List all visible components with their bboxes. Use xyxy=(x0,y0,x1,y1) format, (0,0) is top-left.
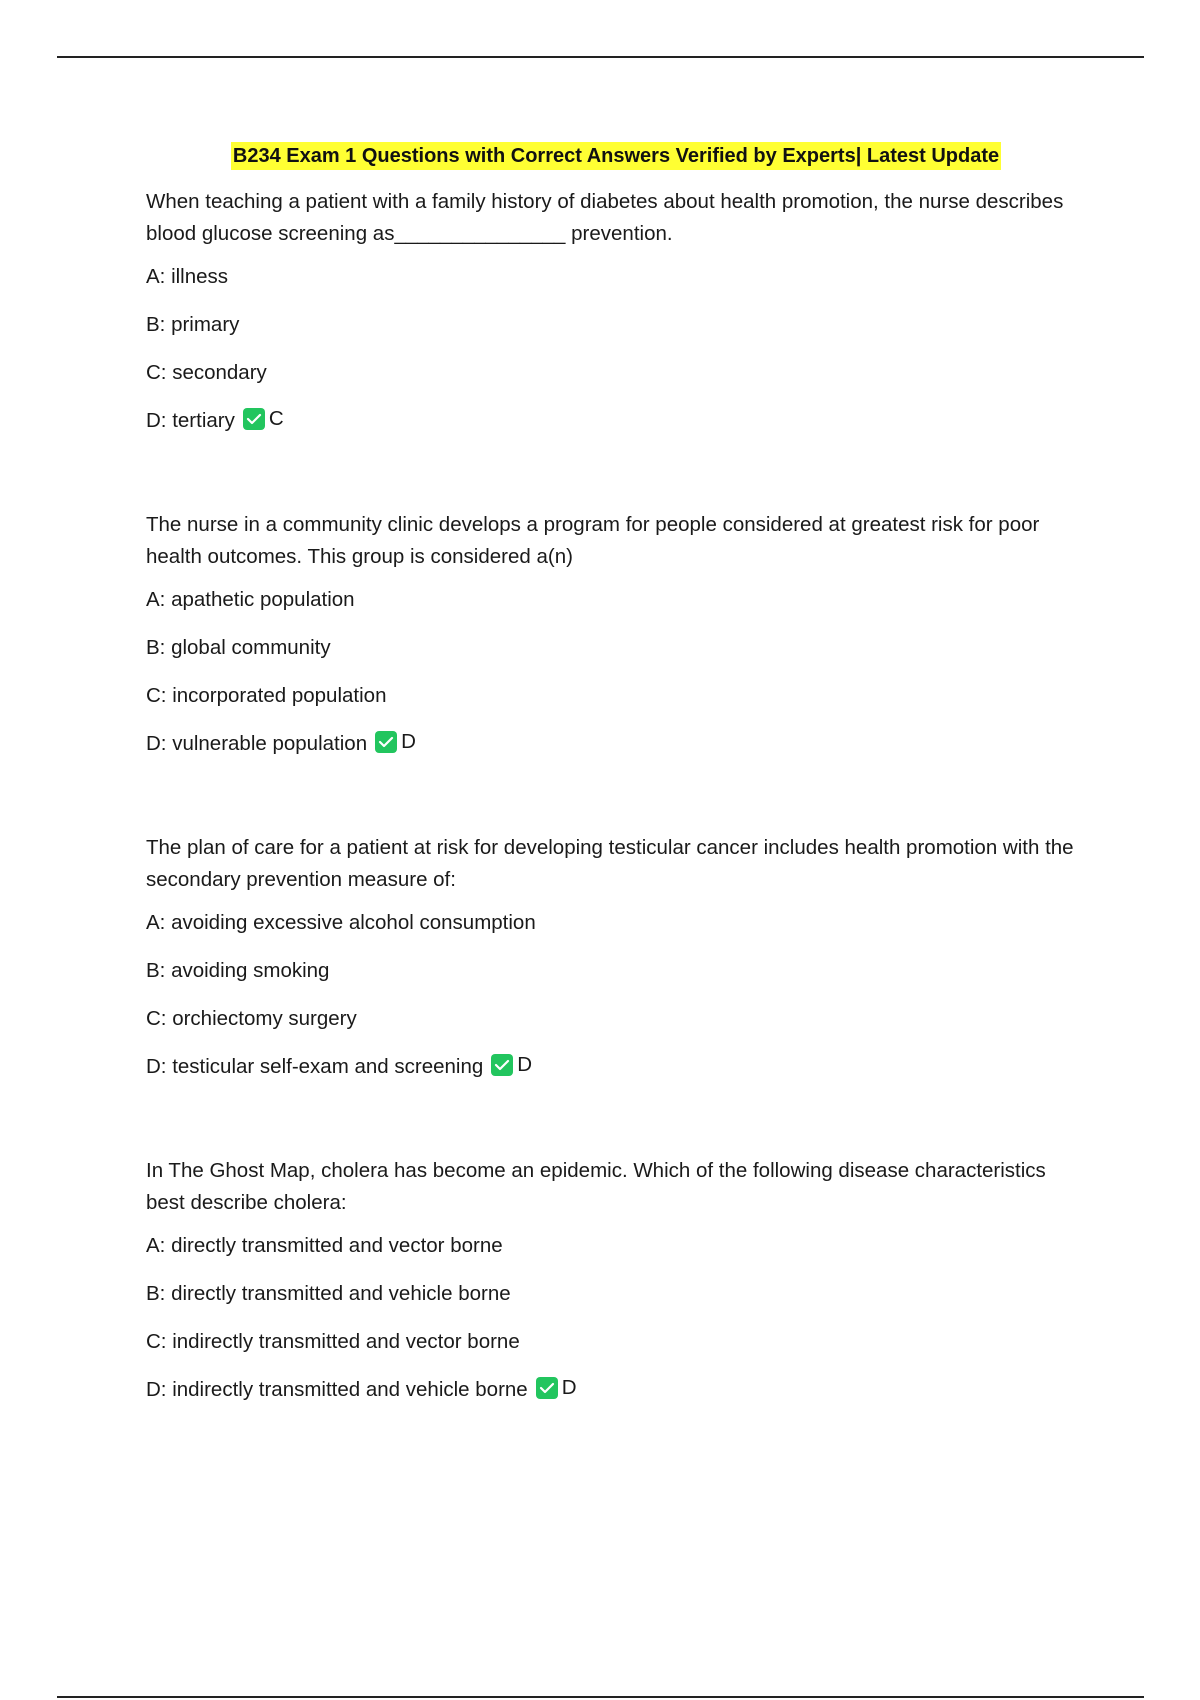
question-text: In The Ghost Map, cholera has become an epidemic. Which of the following disease characteristics best describe cholera: xyxy=(146,1159,1046,1214)
option-d-with-answer xyxy=(146,407,1086,435)
title-wrap xyxy=(146,142,1086,170)
option-b: B: primary xyxy=(146,313,240,336)
option-c: C: orchiectomy surgery xyxy=(146,1007,357,1030)
option-d-with-answer xyxy=(146,1376,1086,1404)
spacer xyxy=(146,435,1086,509)
question-2 xyxy=(146,509,1086,758)
correct-answer: C xyxy=(268,407,284,430)
question-3 xyxy=(146,832,1086,1081)
check-icon xyxy=(491,1054,513,1076)
option-d: D: vulnerable population xyxy=(146,732,368,755)
correct-answer: D xyxy=(517,1053,533,1076)
option-d: D: indirectly transmitted and vehicle borne xyxy=(146,1378,528,1401)
top-rule xyxy=(57,56,1144,58)
question-1 xyxy=(146,186,1086,435)
bottom-rule xyxy=(57,1696,1144,1698)
answer-mark xyxy=(491,1054,532,1076)
option-a: A: illness xyxy=(146,265,229,288)
option-d-with-answer xyxy=(146,730,1086,758)
answer-mark xyxy=(375,731,416,753)
answer-mark xyxy=(536,1377,577,1399)
option-b: B: directly transmitted and vehicle borne xyxy=(146,1282,511,1305)
correct-answer: D xyxy=(561,1376,577,1399)
document-title: B234 Exam 1 Questions with Correct Answers Verified by Experts| Latest Update xyxy=(231,142,1001,170)
spacer xyxy=(146,758,1086,832)
option-a: A: avoiding excessive alcohol consumption xyxy=(146,911,536,934)
check-icon xyxy=(243,408,265,430)
option-d: D: testicular self-exam and screening xyxy=(146,1055,484,1078)
spacer xyxy=(146,1081,1086,1155)
answer-mark xyxy=(243,408,284,430)
check-icon xyxy=(536,1377,558,1399)
option-b: B: avoiding smoking xyxy=(146,959,330,982)
question-text: When teaching a patient with a family history of diabetes about health promotion, the nurse describes blood glucose screening as_______________ prevention. xyxy=(146,190,1064,245)
option-a: A: apathetic population xyxy=(146,588,355,611)
option-c: C: incorporated population xyxy=(146,684,387,707)
option-a: A: directly transmitted and vector borne xyxy=(146,1234,503,1257)
option-b: B: global community xyxy=(146,636,331,659)
document-body xyxy=(146,142,1086,1404)
option-d: D: tertiary xyxy=(146,409,235,432)
check-icon xyxy=(375,731,397,753)
correct-answer: D xyxy=(401,730,416,753)
question-4 xyxy=(146,1155,1086,1404)
question-text: The plan of care for a patient at risk for developing testicular cancer includes health promotion with the secondary prevention measure of: xyxy=(146,836,1074,891)
option-d-with-answer xyxy=(146,1053,1086,1081)
question-text: The nurse in a community clinic develops a program for people considered at greatest risk for poor health outcomes. This group is considered a(n) xyxy=(146,513,1040,568)
option-c: C: indirectly transmitted and vector borne xyxy=(146,1330,520,1353)
option-c: C: secondary xyxy=(146,361,267,384)
